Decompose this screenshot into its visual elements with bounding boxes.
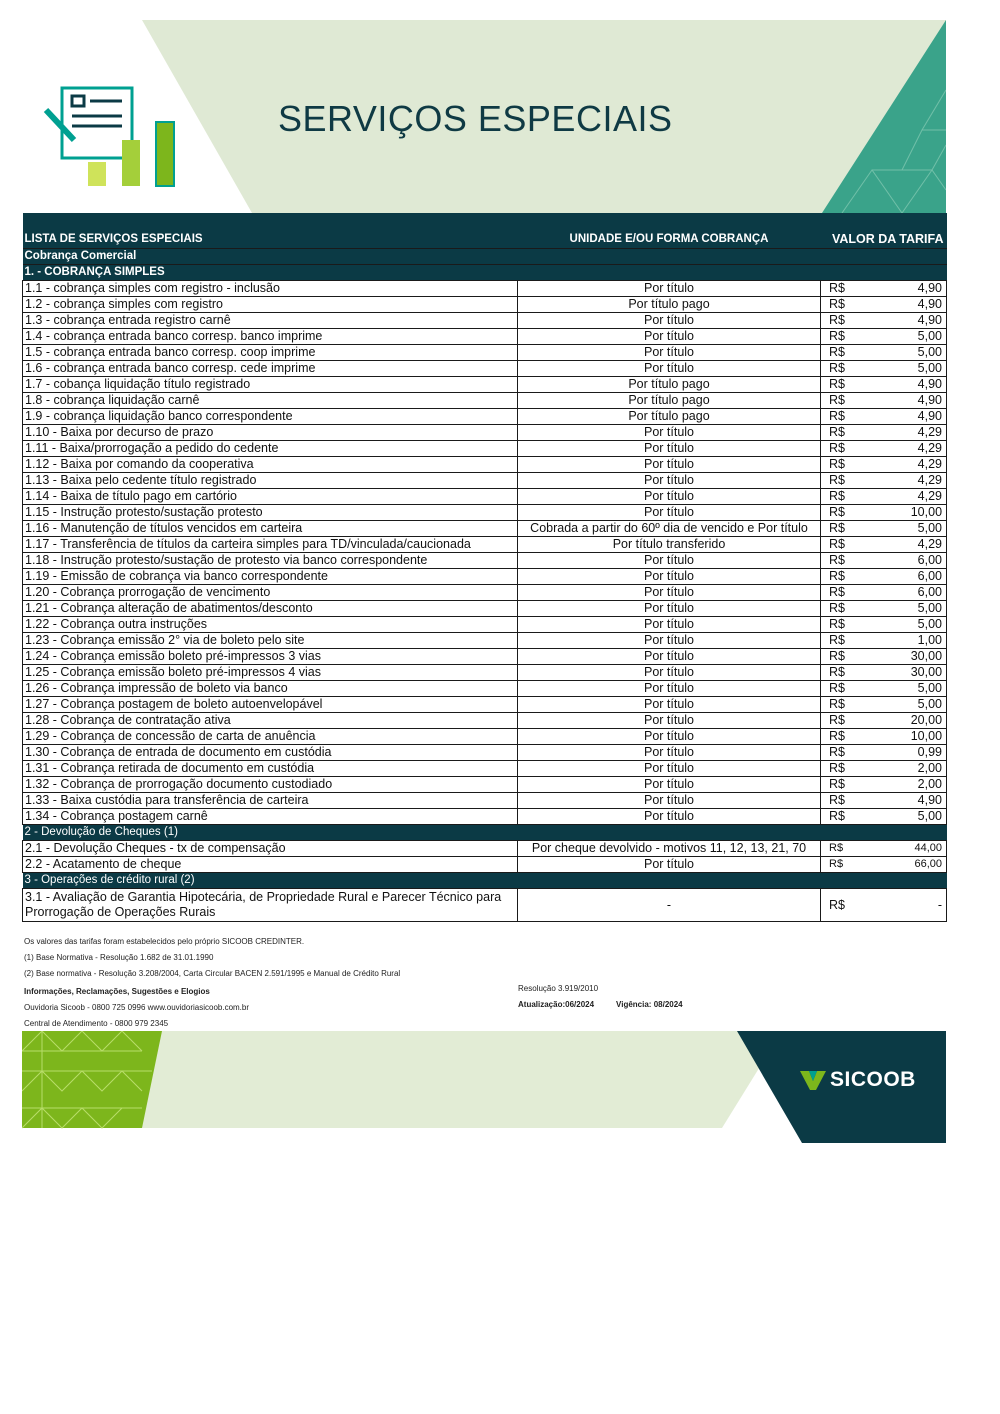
tariff-value: 4,90 — [857, 313, 947, 329]
table-row — [23, 505, 947, 521]
tariff-value: 5,00 — [857, 681, 947, 697]
tariff-value: 2,00 — [857, 761, 947, 777]
currency-label: R$ — [821, 425, 857, 441]
validity-date: Vigência: 08/2024 — [616, 1000, 683, 1009]
table-row — [23, 281, 947, 297]
currency-label: R$ — [821, 297, 857, 313]
tariff-value: 6,00 — [857, 585, 947, 601]
currency-label: R$ — [821, 361, 857, 377]
currency-label: R$ — [821, 761, 857, 777]
section-label: 1. - COBRANÇA SIMPLES — [23, 265, 947, 281]
service-name: 1.26 - Cobrança impressão de boleto via banco — [23, 681, 518, 697]
service-name: 1.27 - Cobrança postagem de boleto autoenvelopável — [23, 697, 518, 713]
tariff-value: 5,00 — [857, 521, 947, 537]
currency-label: R$ — [821, 505, 857, 521]
tariff-value: 20,00 — [857, 713, 947, 729]
service-name: 1.1 - cobrança simples com registro - inclusão — [23, 281, 518, 297]
tariff-value: 10,00 — [857, 505, 947, 521]
tariff-value: 4,90 — [857, 409, 947, 425]
service-name: 1.31 - Cobrança retirada de documento em custódia — [23, 761, 518, 777]
table-row — [23, 793, 947, 809]
contact-heading: Informações, Reclamações, Sugestões e Elogios — [24, 987, 210, 996]
charge-unit: Por título pago — [518, 393, 821, 409]
section-row — [23, 265, 947, 281]
table-row — [23, 473, 947, 489]
table-row — [23, 537, 947, 553]
charge-unit: Por título — [518, 505, 821, 521]
col-header-valor: VALOR DA TARIFA — [821, 213, 947, 249]
service-name: 1.21 - Cobrança alteração de abatimentos/desconto — [23, 601, 518, 617]
table-row — [23, 745, 947, 761]
currency-label: R$ — [821, 633, 857, 649]
service-name: 1.7 - cobança liquidação título registrado — [23, 377, 518, 393]
service-name: 1.11 - Baixa/prorrogação a pedido do cedente — [23, 441, 518, 457]
tariff-value: 4,29 — [857, 441, 947, 457]
note-line: (2) Base normativa - Resolução 3.208/2004, Carta Circular BACEN 2.591/1995 e Manual de Crédito Rural — [24, 969, 401, 978]
table-row — [23, 297, 947, 313]
service-name: 1.18 - Instrução protesto/sustação de protesto via banco correspondente — [23, 553, 518, 569]
table-row — [23, 617, 947, 633]
charge-unit: Por título — [518, 489, 821, 505]
table-row — [23, 809, 947, 825]
service-name: 1.30 - Cobrança de entrada de documento em custódia — [23, 745, 518, 761]
charge-unit: Por título — [518, 361, 821, 377]
update-date: Atualização:06/2024 — [518, 1000, 595, 1009]
service-name: 1.14 - Baixa de título pago em cartório — [23, 489, 518, 505]
service-name: 1.19 - Emissão de cobrança via banco correspondente — [23, 569, 518, 585]
currency-label: R$ — [821, 441, 857, 457]
service-name: 1.34 - Cobrança postagem carnê — [23, 809, 518, 825]
service-name: 1.20 - Cobrança prorrogação de vencimento — [23, 585, 518, 601]
table-row — [23, 841, 947, 857]
section-label: 2 - Devolução de Cheques (1) — [23, 825, 947, 841]
charge-unit: Por título — [518, 649, 821, 665]
revision-info — [518, 981, 683, 1013]
table-row — [23, 361, 947, 377]
tariff-value: 5,00 — [857, 617, 947, 633]
service-name: 1.2 - cobrança simples com registro — [23, 297, 518, 313]
table-row — [23, 697, 947, 713]
table-row — [23, 713, 947, 729]
group-row — [23, 249, 947, 265]
table-row — [23, 457, 947, 473]
charge-unit: Por título — [518, 473, 821, 489]
tariff-value: 2,00 — [857, 777, 947, 793]
tariff-value: 30,00 — [857, 649, 947, 665]
charge-unit: Por título — [518, 665, 821, 681]
service-name: 1.10 - Baixa por decurso de prazo — [23, 425, 518, 441]
service-name: 1.16 - Manutenção de títulos vencidos em carteira — [23, 521, 518, 537]
table-header-row — [23, 213, 947, 249]
table-row — [23, 857, 947, 873]
charge-unit: Por título — [518, 441, 821, 457]
table-row — [23, 345, 947, 361]
resolution-text: Resolução 3.919/2010 — [518, 984, 599, 993]
table-row — [23, 649, 947, 665]
table-row — [23, 761, 947, 777]
charge-unit: Por título — [518, 585, 821, 601]
currency-label: R$ — [821, 393, 857, 409]
tariff-value: 4,90 — [857, 393, 947, 409]
charge-unit: Por título — [518, 697, 821, 713]
tariff-value: 5,00 — [857, 697, 947, 713]
tariff-value: 6,00 — [857, 569, 947, 585]
charge-unit: Por título — [518, 681, 821, 697]
service-name: 1.5 - cobrança entrada banco corresp. coop imprime — [23, 345, 518, 361]
table-row — [23, 425, 947, 441]
currency-label: R$ — [821, 457, 857, 473]
table-row — [23, 681, 947, 697]
currency-label: R$ — [821, 745, 857, 761]
service-name: 1.12 - Baixa por comando da cooperativa — [23, 457, 518, 473]
tariff-value: 4,29 — [857, 537, 947, 553]
tariff-value: 5,00 — [857, 361, 947, 377]
service-name: 1.28 - Cobrança de contratação ativa — [23, 713, 518, 729]
sicoob-logo-text: SICOOB — [830, 1068, 916, 1091]
service-name: 1.17 - Transferência de títulos da carteira simples para TD/vinculada/caucionada — [23, 537, 518, 553]
table-row — [23, 489, 947, 505]
service-name: 2.2 - Acatamento de cheque — [23, 857, 518, 873]
tariff-value: 4,90 — [857, 281, 947, 297]
tariff-value: 0,99 — [857, 745, 947, 761]
currency-label: R$ — [821, 665, 857, 681]
sicoob-logo — [800, 1068, 916, 1092]
currency-label: R$ — [821, 777, 857, 793]
charge-unit: Por título — [518, 329, 821, 345]
service-name: 1.33 - Baixa custódia para transferência de carteira — [23, 793, 518, 809]
table-row — [23, 409, 947, 425]
currency-label: R$ — [821, 569, 857, 585]
service-name: 1.29 - Cobrança de concessão de carta de anuência — [23, 729, 518, 745]
currency-label: R$ — [821, 793, 857, 809]
tariff-value: 5,00 — [857, 345, 947, 361]
currency-label: R$ — [821, 729, 857, 745]
currency-label: R$ — [821, 889, 857, 922]
tariff-value: 6,00 — [857, 553, 947, 569]
table-row — [23, 521, 947, 537]
service-name: 1.9 - cobrança liquidação banco correspondente — [23, 409, 518, 425]
table-row — [23, 729, 947, 745]
currency-label: R$ — [821, 537, 857, 553]
charge-unit: Por título pago — [518, 409, 821, 425]
table-row — [23, 569, 947, 585]
charge-unit: Por título — [518, 713, 821, 729]
col-header-servico: LISTA DE SERVIÇOS ESPECIAIS — [23, 213, 518, 249]
service-name: 2.1 - Devolução Cheques - tx de compensação — [23, 841, 518, 857]
tariff-value: 4,29 — [857, 473, 947, 489]
currency-label: R$ — [821, 681, 857, 697]
currency-label: R$ — [821, 313, 857, 329]
table-row — [23, 633, 947, 649]
charge-unit: Por título — [518, 777, 821, 793]
currency-label: R$ — [821, 697, 857, 713]
currency-label: R$ — [821, 617, 857, 633]
service-name: 1.8 - cobrança liquidação carnê — [23, 393, 518, 409]
tariff-value: 4,90 — [857, 793, 947, 809]
currency-label: R$ — [821, 841, 857, 857]
table-row — [23, 393, 947, 409]
table-row — [23, 553, 947, 569]
charge-unit: Por título — [518, 425, 821, 441]
tariff-value: 4,29 — [857, 425, 947, 441]
table-row — [23, 601, 947, 617]
tariff-value: 5,00 — [857, 601, 947, 617]
tariff-table — [22, 213, 947, 922]
charge-unit: Por título — [518, 553, 821, 569]
table-row — [23, 441, 947, 457]
charge-unit: Por título — [518, 745, 821, 761]
service-name: 1.3 - cobrança entrada registro carnê — [23, 313, 518, 329]
currency-label: R$ — [821, 553, 857, 569]
charge-unit: Por título — [518, 729, 821, 745]
currency-label: R$ — [821, 281, 857, 297]
group-label: Cobrança Comercial — [23, 249, 947, 265]
currency-label: R$ — [821, 713, 857, 729]
currency-label: R$ — [821, 345, 857, 361]
charge-unit: Por título — [518, 281, 821, 297]
charge-unit: Por título — [518, 345, 821, 361]
tariff-value: 4,29 — [857, 457, 947, 473]
section-label: 3 - Operações de crédito rural (2) — [23, 873, 947, 889]
header-banner — [22, 20, 946, 213]
note-line: (1) Base Normativa - Resolução 1.682 de 31.01.1990 — [24, 953, 214, 962]
table-row — [23, 377, 947, 393]
charge-unit: Por título pago — [518, 377, 821, 393]
charge-unit: Por título transferido — [518, 537, 821, 553]
tariff-value: 5,00 — [857, 809, 947, 825]
tariff-value: 4,29 — [857, 489, 947, 505]
currency-label: R$ — [821, 857, 857, 873]
currency-label: R$ — [821, 649, 857, 665]
service-name: 1.22 - Cobrança outra instruções — [23, 617, 518, 633]
tariff-value: 5,00 — [857, 329, 947, 345]
service-name: 1.32 - Cobrança de prorrogação documento custodiado — [23, 777, 518, 793]
table-row — [23, 665, 947, 681]
tariff-value: 1,00 — [857, 633, 947, 649]
charge-unit: Por cheque devolvido - motivos 11, 12, 13, 21, 70 — [518, 841, 821, 857]
currency-label: R$ — [821, 329, 857, 345]
charge-unit: Por título — [518, 809, 821, 825]
charge-unit: Por título — [518, 617, 821, 633]
currency-label: R$ — [821, 601, 857, 617]
currency-label: R$ — [821, 489, 857, 505]
service-name: 1.6 - cobrança entrada banco corresp. cede imprime — [23, 361, 518, 377]
service-name: 1.23 - Cobrança emissão 2° via de boleto pelo site — [23, 633, 518, 649]
charge-unit: Por título pago — [518, 297, 821, 313]
service-name: 1.25 - Cobrança emissão boleto pré-impressos 4 vias — [23, 665, 518, 681]
table-row — [23, 777, 947, 793]
charge-unit: Por título — [518, 793, 821, 809]
tariff-value: 4,90 — [857, 377, 947, 393]
ouvidoria-line: Ouvidoria Sicoob - 0800 725 0996 www.ouvidoriasicoob.com.br — [24, 1003, 250, 1012]
currency-label: R$ — [821, 521, 857, 537]
charge-unit: Por título — [518, 569, 821, 585]
tariff-value: 66,00 — [857, 857, 947, 873]
service-name: 1.4 - cobrança entrada banco corresp. banco imprime — [23, 329, 518, 345]
section-row — [23, 825, 947, 841]
col-header-unidade: UNIDADE E/OU FORMA COBRANÇA — [518, 213, 821, 249]
tariff-value: 4,90 — [857, 297, 947, 313]
service-name: 3.1 - Avaliação de Garantia Hipotecária, de Propriedade Rural e Parecer Técnico para Prorrogação de Operações Rurais — [23, 889, 518, 922]
charge-unit: Por título — [518, 601, 821, 617]
tariff-value: 10,00 — [857, 729, 947, 745]
currency-label: R$ — [821, 409, 857, 425]
note-line: Os valores das tarifas foram estabelecidos pelo próprio SICOOB CREDINTER. — [24, 937, 305, 946]
sicoob-logo-icon — [800, 1069, 826, 1091]
charge-unit: - — [518, 889, 821, 922]
document-chart-icon — [40, 80, 180, 190]
tariff-value: 44,00 — [857, 841, 947, 857]
section-row — [23, 873, 947, 889]
tariff-value: - — [857, 889, 947, 922]
table-row — [23, 329, 947, 345]
footnotes — [24, 934, 400, 1032]
table-row — [23, 889, 947, 922]
charge-unit: Por título — [518, 761, 821, 777]
charge-unit: Por título — [518, 457, 821, 473]
currency-label: R$ — [821, 377, 857, 393]
service-name: 1.15 - Instrução protesto/sustação protesto — [23, 505, 518, 521]
tariff-value: 30,00 — [857, 665, 947, 681]
currency-label: R$ — [821, 585, 857, 601]
charge-unit: Por título — [518, 313, 821, 329]
charge-unit: Cobrada a partir do 60º dia de vencido e Por título — [518, 521, 821, 537]
service-name: 1.24 - Cobrança emissão boleto pré-impressos 3 vias — [23, 649, 518, 665]
page-title: SERVIÇOS ESPECIAIS — [278, 98, 673, 139]
table-row — [23, 313, 947, 329]
service-name: 1.13 - Baixa pelo cedente título registrado — [23, 473, 518, 489]
currency-label: R$ — [821, 473, 857, 489]
charge-unit: Por título — [518, 857, 821, 873]
central-line: Central de Atendimento - 0800 979 2345 — [24, 1019, 169, 1028]
currency-label: R$ — [821, 809, 857, 825]
charge-unit: Por título — [518, 633, 821, 649]
table-row — [23, 585, 947, 601]
